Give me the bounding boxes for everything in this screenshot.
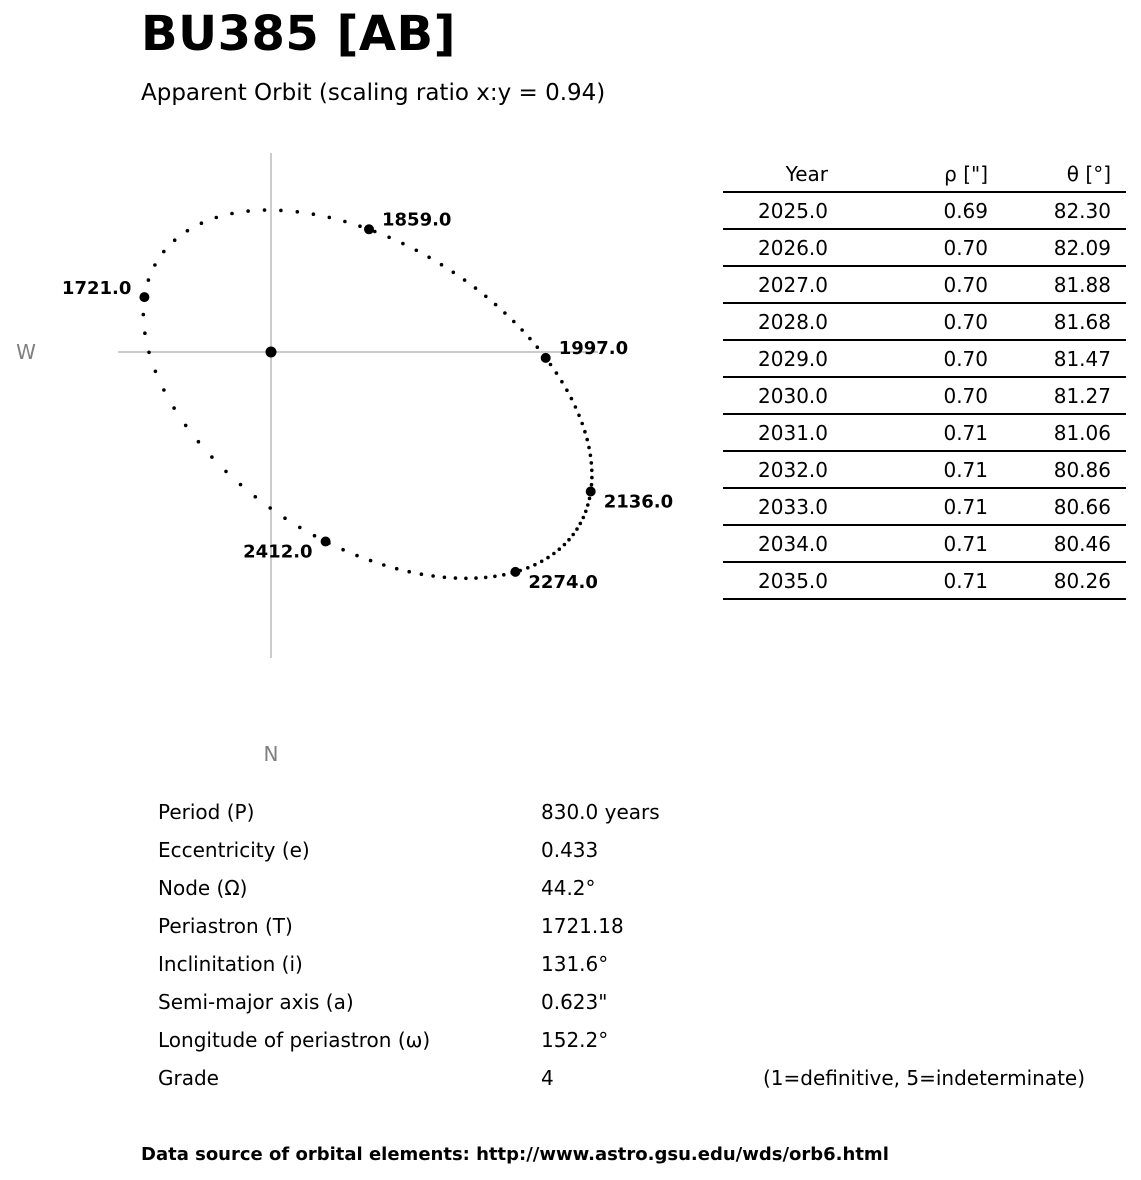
epoch-marker [541, 353, 551, 363]
epoch-marker [321, 537, 331, 547]
element-value: 152.2° [541, 1028, 609, 1052]
cell-year: 2028.0 [723, 303, 843, 340]
cell-year: 2026.0 [723, 229, 843, 266]
element-label: Semi-major axis (a) [158, 990, 354, 1014]
cell-year: 2034.0 [723, 525, 843, 562]
cell-year: 2025.0 [723, 192, 843, 229]
orbit-dot [200, 221, 204, 225]
orbit-dot [560, 380, 564, 384]
cell-theta: 80.46 [1003, 525, 1126, 562]
element-label: Period (P) [158, 800, 255, 824]
orbit-dot [574, 405, 578, 409]
orbit-dot [546, 556, 550, 560]
cell-theta: 81.68 [1003, 303, 1126, 340]
table-row [723, 340, 1126, 377]
element-row [158, 793, 1118, 831]
cell-rho: 0.70 [843, 340, 1003, 377]
cell-year: 2031.0 [723, 414, 843, 451]
orbit-dot [549, 363, 553, 367]
orbit-path [142, 208, 594, 580]
orbit-dot [474, 576, 478, 580]
orbit-dot [589, 454, 593, 458]
cell-theta: 81.88 [1003, 266, 1126, 303]
element-note: (1=definitive, 5=indeterminate) [763, 1066, 1086, 1090]
orbit-dot [246, 209, 250, 213]
orbit-dot [536, 345, 540, 349]
orbit-dot [298, 526, 302, 530]
cell-rho: 0.70 [843, 303, 1003, 340]
cell-rho: 0.70 [843, 266, 1003, 303]
table-row [723, 525, 1126, 562]
cell-theta: 80.66 [1003, 488, 1126, 525]
orbit-dot [143, 331, 147, 335]
epoch-markers [62, 209, 673, 593]
table-row [723, 414, 1126, 451]
orbit-dot [268, 506, 272, 510]
cell-theta: 80.86 [1003, 451, 1126, 488]
orbit-dot [283, 516, 287, 520]
table-row [723, 377, 1126, 414]
orbital-elements [158, 793, 1118, 1097]
table-row [723, 266, 1126, 303]
cell-theta: 82.30 [1003, 192, 1126, 229]
cell-rho: 0.71 [843, 562, 1003, 599]
cell-year: 2033.0 [723, 488, 843, 525]
orbit-dot [173, 238, 177, 242]
cell-rho: 0.70 [843, 229, 1003, 266]
cell-rho: 0.69 [843, 192, 1003, 229]
cell-year: 2027.0 [723, 266, 843, 303]
cell-theta: 82.09 [1003, 229, 1126, 266]
orbit-dot [484, 576, 488, 580]
epoch-marker [364, 224, 374, 234]
element-value: 4 [541, 1066, 554, 1090]
data-source: Data source of orbital elements: http://www.astro.gsu.edu/wds/orb6.html [141, 1144, 889, 1165]
orbit-dot [142, 313, 146, 317]
cell-rho: 0.71 [843, 414, 1003, 451]
element-row [158, 831, 1118, 869]
orbit-dot [494, 303, 498, 307]
orbit-dot [230, 212, 234, 216]
orbit-dot [263, 208, 267, 212]
chart-subtitle: Apparent Orbit (scaling ratio x:y = 0.94) [141, 80, 606, 106]
orbit-dot [567, 538, 571, 542]
element-label: Node (Ω) [158, 876, 248, 900]
orbit-dot [585, 438, 589, 442]
orbit-dot [239, 483, 243, 487]
orbit-dot [540, 560, 544, 564]
orbit-dot [584, 510, 588, 514]
header-theta: θ [°] [1003, 156, 1126, 192]
orbit-dot [493, 575, 497, 579]
cell-theta: 80.26 [1003, 562, 1126, 599]
ephemeris-table [723, 156, 1126, 600]
cell-year: 2030.0 [723, 377, 843, 414]
orbit-dot [590, 483, 594, 487]
orbit-dot [474, 286, 478, 290]
epoch-label: 1997.0 [558, 337, 629, 359]
orbit-dot [215, 216, 219, 220]
cell-rho: 0.71 [843, 451, 1003, 488]
element-label: Longitude of periastron (ω) [158, 1028, 431, 1052]
orbit-dot [387, 236, 391, 240]
element-value: 0.433 [541, 838, 599, 862]
compass-north: N [263, 742, 279, 766]
epoch-marker [586, 487, 596, 497]
table-row [723, 303, 1126, 340]
orbit-dot [341, 548, 345, 552]
cell-rho: 0.71 [843, 488, 1003, 525]
header-year: Year [723, 156, 843, 192]
orbit-dot [454, 576, 458, 580]
orbit-dot [563, 543, 567, 547]
orbit-dot [579, 522, 583, 526]
element-label: Periastron (T) [158, 914, 293, 938]
orbit-dot [355, 554, 359, 558]
orbit-dot [552, 552, 556, 556]
orbit-dot [590, 469, 594, 473]
element-value: 0.623" [541, 990, 608, 1014]
orbit-dot [369, 559, 373, 563]
orbit-dot [382, 563, 386, 567]
element-row [158, 869, 1118, 907]
element-value: 1721.18 [541, 914, 624, 938]
orbit-dot [533, 563, 537, 567]
orbit-dot [343, 220, 347, 224]
orbit-dot [590, 461, 594, 465]
orbit-dot [162, 388, 166, 392]
orbit-dot [147, 278, 151, 282]
element-value: 44.2° [541, 876, 596, 900]
table-header-row [723, 156, 1126, 192]
orbit-dot [420, 572, 424, 576]
element-label: Eccentricity (e) [158, 838, 310, 862]
orbit-dot [565, 388, 569, 392]
header-rho: ρ ["] [843, 156, 1003, 192]
orbit-dot [401, 242, 405, 246]
orbit-dot [313, 534, 317, 538]
orbit-dot [184, 424, 188, 428]
orbit-dot [586, 503, 590, 507]
orbit-dot [172, 406, 176, 410]
orbit-dot [587, 446, 591, 450]
orbit-dot [427, 255, 431, 259]
orbit-dot [528, 337, 532, 341]
element-row [158, 1059, 1118, 1097]
orbit-dot [570, 397, 574, 401]
element-row [158, 945, 1118, 983]
orbit-dot [279, 209, 283, 213]
orbit-dot [254, 495, 258, 499]
orbit-dot [582, 516, 586, 520]
orbit-dot [502, 573, 506, 577]
orbit-dot [154, 370, 158, 374]
orbit-dot [415, 249, 419, 253]
cell-rho: 0.71 [843, 525, 1003, 562]
element-label: Grade [158, 1066, 219, 1090]
orbit-dot [296, 210, 300, 214]
orbit-dot [153, 263, 157, 267]
cell-theta: 81.47 [1003, 340, 1126, 377]
table-row [723, 229, 1126, 266]
orbit-dot [443, 576, 447, 580]
orbit-dot [512, 320, 516, 324]
orbit-dot [575, 527, 579, 531]
cell-theta: 81.27 [1003, 377, 1126, 414]
orbit-dot [147, 351, 151, 355]
orbit-dot [407, 570, 411, 574]
orbit-dot [162, 250, 166, 254]
epoch-label: 2412.0 [243, 541, 313, 563]
element-row [158, 1021, 1118, 1059]
orbit-dot [588, 497, 592, 501]
orbit-dot [440, 263, 444, 267]
orbit-dot [577, 414, 581, 418]
orbit-dot [395, 567, 399, 571]
table-row [723, 562, 1126, 599]
table-row [723, 192, 1126, 229]
cell-theta: 81.06 [1003, 414, 1126, 451]
orbit-dot [463, 278, 467, 282]
element-value: 830.0 years [541, 800, 660, 824]
orbit-dot [464, 577, 468, 581]
cell-year: 2035.0 [723, 562, 843, 599]
orbit-dot [197, 440, 201, 444]
cell-year: 2029.0 [723, 340, 843, 377]
primary-star [266, 347, 277, 358]
orbit-dot [452, 271, 456, 275]
orbit-dot [358, 224, 362, 228]
table-row [723, 488, 1126, 525]
epoch-marker [139, 292, 149, 302]
orbit-dot [583, 430, 587, 434]
cell-year: 2032.0 [723, 451, 843, 488]
element-row [158, 983, 1118, 1021]
table-row [723, 451, 1126, 488]
orbit-dot [186, 229, 190, 233]
orbit-dot [520, 328, 524, 332]
compass-west: W [16, 340, 36, 364]
element-value: 131.6° [541, 952, 609, 976]
epoch-label: 1721.0 [61, 278, 132, 300]
orbit-dot [571, 533, 575, 537]
element-row [158, 907, 1118, 945]
epoch-label: 2274.0 [528, 571, 598, 593]
orbit-dot [555, 371, 559, 375]
orbit-dot [328, 216, 332, 220]
epoch-marker [510, 567, 520, 577]
chart-title: BU385 [AB] [141, 6, 457, 62]
orbit-dot [484, 295, 488, 299]
element-label: Inclinitation (i) [158, 952, 303, 976]
cell-rho: 0.70 [843, 377, 1003, 414]
orbit-dot [224, 470, 228, 474]
orbit-dot [558, 547, 562, 551]
epoch-label: 2136.0 [603, 491, 674, 513]
orbit-dot [590, 476, 594, 480]
orbit-dot [312, 212, 316, 216]
orbit-dot [210, 455, 214, 459]
orbit-dot [580, 422, 584, 426]
orbit-dot [431, 574, 435, 578]
epoch-label: 1859.0 [382, 209, 452, 231]
orbit-dot [526, 566, 530, 570]
orbit-plot [0, 140, 720, 780]
orbit-dot [503, 311, 507, 315]
